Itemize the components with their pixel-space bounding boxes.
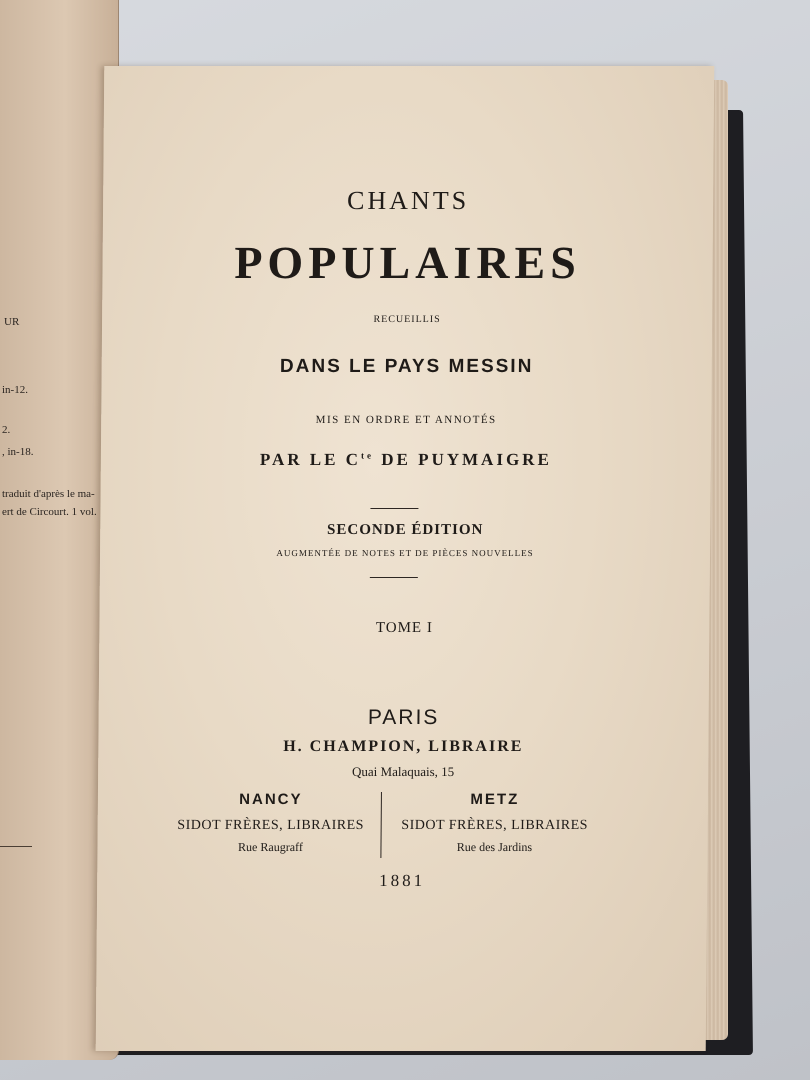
- imprint-metz: [394, 791, 595, 855]
- nancy-street: Rue Raugraff: [238, 840, 303, 854]
- nancy-city: NANCY: [239, 791, 303, 808]
- imprint-address: Quai Malaquais, 15: [351, 764, 455, 779]
- author-line: [101, 450, 711, 470]
- nancy-publisher: SIDOT FRÈRES, LIBRAIRES: [177, 818, 365, 833]
- author-prefix: PAR LE C: [259, 450, 362, 469]
- subtitle-recueillis: RECUEILLIS: [373, 314, 441, 325]
- left-page-fragment: 2.: [2, 424, 11, 436]
- left-page-fragment: ert de Circourt. 1 vol.: [2, 506, 97, 518]
- author-suffix: DE PUYMAIGRE: [373, 450, 552, 469]
- rule-bottom: [370, 577, 418, 578]
- metz-publisher: SIDOT FRÈRES, LIBRAIRES: [401, 818, 589, 833]
- edition-note: AUGMENTÉE DE NOTES ET DE PIÈCES NOUVELLES: [276, 548, 534, 558]
- title-chants: CHANTS: [346, 186, 470, 215]
- edition-label: SECONDE ÉDITION: [327, 522, 484, 538]
- imprint-divider: [380, 792, 382, 858]
- imprint-nancy: [170, 791, 371, 855]
- metz-street: Rue des Jardins: [456, 840, 533, 854]
- left-page-fragment: UR: [4, 316, 20, 328]
- left-page-rule: [0, 846, 32, 847]
- rule-top: [370, 508, 418, 509]
- metz-city: METZ: [470, 791, 520, 808]
- left-page-fragment: in-12.: [2, 384, 28, 396]
- publication-year: 1881: [379, 871, 426, 890]
- subtitle-mis-en-ordre: MIS EN ORDRE ET ANNOTÉS: [315, 414, 497, 426]
- subtitle-pays-messin: DANS LE PAYS MESSIN: [279, 356, 534, 377]
- left-page-fragment: , in-18.: [2, 446, 34, 458]
- title-page: [96, 66, 715, 1051]
- left-page-fragment: traduit d'après le ma-: [2, 488, 95, 500]
- tome-label: TOME I: [375, 620, 433, 636]
- title-populaires: POPULAIRES: [234, 237, 582, 288]
- imprint-city: PARIS: [367, 706, 440, 729]
- imprint-publisher: H. CHAMPION, LIBRAIRE: [283, 738, 524, 755]
- author-abbrev-sup: te: [360, 450, 375, 461]
